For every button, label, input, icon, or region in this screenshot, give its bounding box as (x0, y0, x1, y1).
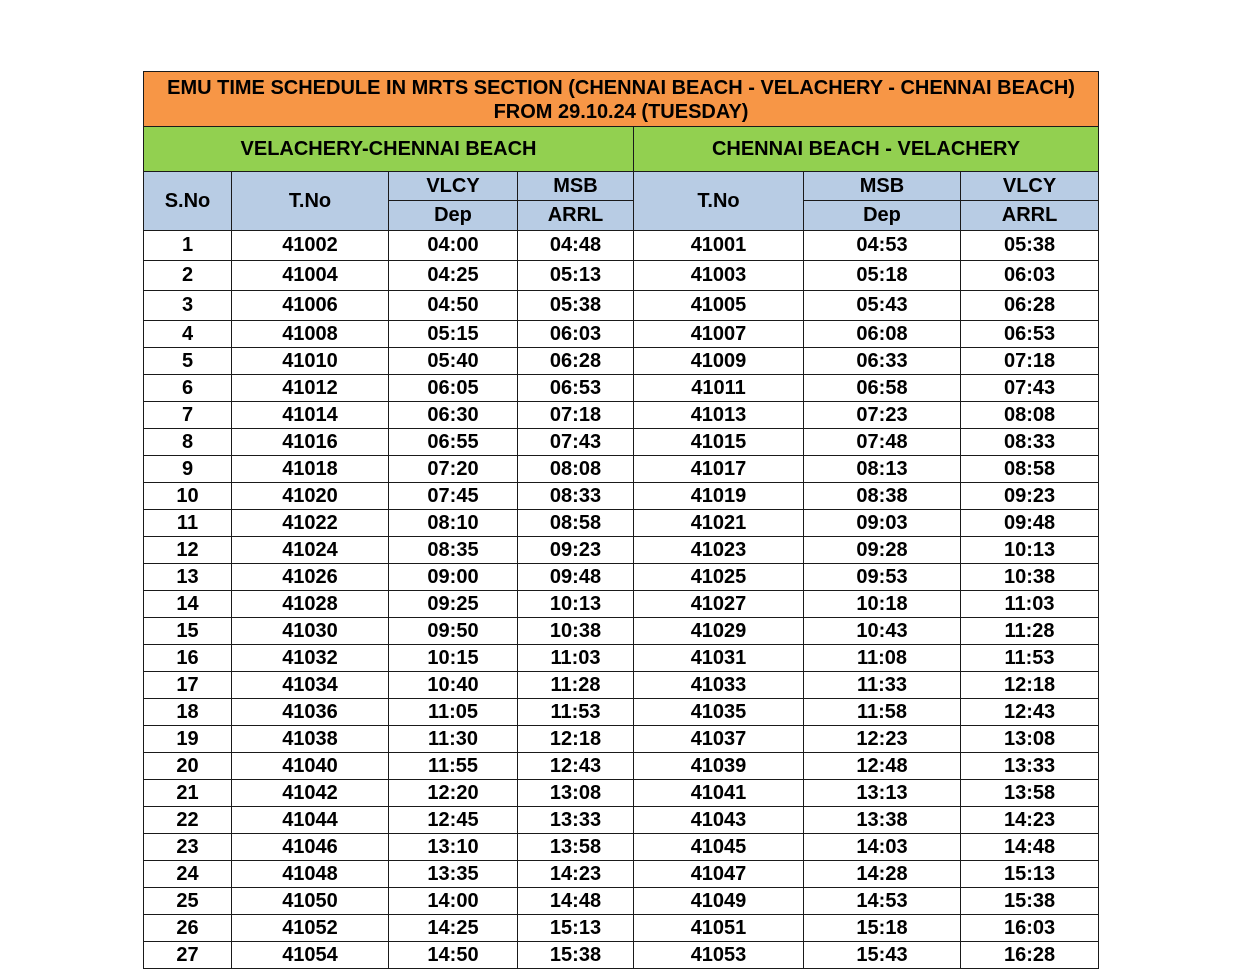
cell-train-no-left: 41046 (232, 834, 389, 861)
cell-train-no-left: 41020 (232, 483, 389, 510)
cell-sno: 17 (144, 672, 232, 699)
cell-train-no-left: 41034 (232, 672, 389, 699)
cell-train-no-left: 41002 (232, 231, 389, 261)
table-row (144, 726, 1099, 753)
cell-train-no-left: 41028 (232, 591, 389, 618)
cell-train-no-right: 41035 (634, 699, 804, 726)
cell-vlcy-arrl: 14:23 (961, 807, 1099, 834)
cell-msb-dep: 04:53 (804, 231, 961, 261)
cell-vlcy-arrl: 15:13 (961, 861, 1099, 888)
cell-train-no-right: 41049 (634, 888, 804, 915)
cell-msb-dep: 14:53 (804, 888, 961, 915)
cell-vlcy-dep: 05:15 (389, 321, 518, 348)
cell-sno: 9 (144, 456, 232, 483)
table-row (144, 753, 1099, 780)
title-row (144, 72, 1099, 127)
cell-vlcy-arrl: 16:03 (961, 915, 1099, 942)
cell-vlcy-arrl: 05:38 (961, 231, 1099, 261)
header-row-top (144, 172, 1099, 201)
cell-msb-arrl: 13:33 (518, 807, 634, 834)
table-row (144, 261, 1099, 291)
cell-train-no-right: 41039 (634, 753, 804, 780)
cell-msb-dep: 09:53 (804, 564, 961, 591)
cell-vlcy-dep: 14:00 (389, 888, 518, 915)
direction-row (144, 127, 1099, 172)
cell-train-no-left: 41040 (232, 753, 389, 780)
cell-sno: 8 (144, 429, 232, 456)
cell-vlcy-arrl: 08:58 (961, 456, 1099, 483)
table-row (144, 618, 1099, 645)
cell-msb-arrl: 09:48 (518, 564, 634, 591)
cell-sno: 16 (144, 645, 232, 672)
cell-msb-arrl: 06:28 (518, 348, 634, 375)
cell-msb-dep: 15:43 (804, 942, 961, 969)
cell-train-no-right: 41001 (634, 231, 804, 261)
table-row (144, 780, 1099, 807)
cell-vlcy-dep: 13:35 (389, 861, 518, 888)
cell-msb-arrl: 13:08 (518, 780, 634, 807)
cell-train-no-right: 41009 (634, 348, 804, 375)
cell-sno: 19 (144, 726, 232, 753)
cell-msb-arrl: 05:13 (518, 261, 634, 291)
cell-train-no-left: 41016 (232, 429, 389, 456)
cell-msb-dep: 11:08 (804, 645, 961, 672)
table-row (144, 321, 1099, 348)
cell-msb-arrl: 09:23 (518, 537, 634, 564)
cell-train-no-right: 41003 (634, 261, 804, 291)
cell-vlcy-dep: 04:50 (389, 291, 518, 321)
cell-msb-arrl: 05:38 (518, 291, 634, 321)
cell-msb-dep: 10:18 (804, 591, 961, 618)
cell-train-no-right: 41013 (634, 402, 804, 429)
cell-sno: 2 (144, 261, 232, 291)
cell-vlcy-dep: 04:25 (389, 261, 518, 291)
cell-msb-arrl: 08:58 (518, 510, 634, 537)
table-row (144, 672, 1099, 699)
cell-train-no-right: 41037 (634, 726, 804, 753)
cell-train-no-right: 41053 (634, 942, 804, 969)
cell-sno: 7 (144, 402, 232, 429)
header-dep-left: Dep (389, 201, 518, 231)
table-row (144, 834, 1099, 861)
header-tno-right: T.No (634, 172, 804, 231)
cell-msb-dep: 07:48 (804, 429, 961, 456)
cell-msb-arrl: 14:48 (518, 888, 634, 915)
cell-msb-dep: 06:33 (804, 348, 961, 375)
cell-train-no-left: 41048 (232, 861, 389, 888)
cell-sno: 20 (144, 753, 232, 780)
cell-vlcy-dep: 09:50 (389, 618, 518, 645)
cell-vlcy-arrl: 12:18 (961, 672, 1099, 699)
cell-vlcy-arrl: 13:58 (961, 780, 1099, 807)
table-row (144, 861, 1099, 888)
cell-vlcy-arrl: 06:53 (961, 321, 1099, 348)
cell-sno: 22 (144, 807, 232, 834)
cell-train-no-right: 41015 (634, 429, 804, 456)
cell-msb-dep: 08:13 (804, 456, 961, 483)
cell-train-no-left: 41012 (232, 375, 389, 402)
cell-vlcy-arrl: 14:48 (961, 834, 1099, 861)
table-row (144, 510, 1099, 537)
cell-vlcy-dep: 09:00 (389, 564, 518, 591)
table-row (144, 456, 1099, 483)
cell-train-no-right: 41033 (634, 672, 804, 699)
cell-vlcy-dep: 05:40 (389, 348, 518, 375)
cell-msb-arrl: 10:13 (518, 591, 634, 618)
cell-train-no-left: 41018 (232, 456, 389, 483)
cell-vlcy-dep: 12:45 (389, 807, 518, 834)
cell-vlcy-dep: 14:50 (389, 942, 518, 969)
cell-msb-dep: 13:13 (804, 780, 961, 807)
table-row (144, 231, 1099, 261)
cell-msb-dep: 12:48 (804, 753, 961, 780)
cell-sno: 13 (144, 564, 232, 591)
header-msb-left: MSB (518, 172, 634, 201)
cell-sno: 14 (144, 591, 232, 618)
direction-left: VELACHERY-CHENNAI BEACH (144, 127, 634, 172)
cell-train-no-right: 41031 (634, 645, 804, 672)
table-row (144, 483, 1099, 510)
cell-sno: 25 (144, 888, 232, 915)
table-row (144, 888, 1099, 915)
table-row (144, 591, 1099, 618)
cell-train-no-left: 41008 (232, 321, 389, 348)
cell-train-no-left: 41006 (232, 291, 389, 321)
table-row (144, 564, 1099, 591)
cell-vlcy-dep: 10:15 (389, 645, 518, 672)
cell-vlcy-dep: 08:35 (389, 537, 518, 564)
table-row (144, 375, 1099, 402)
table-row (144, 699, 1099, 726)
cell-train-no-right: 41051 (634, 915, 804, 942)
table-row (144, 348, 1099, 375)
header-vlcy-right: VLCY (961, 172, 1099, 201)
cell-train-no-right: 41029 (634, 618, 804, 645)
cell-vlcy-arrl: 13:08 (961, 726, 1099, 753)
cell-vlcy-dep: 07:45 (389, 483, 518, 510)
cell-train-no-right: 41023 (634, 537, 804, 564)
cell-vlcy-dep: 14:25 (389, 915, 518, 942)
header-tno-left: T.No (232, 172, 389, 231)
cell-msb-dep: 13:38 (804, 807, 961, 834)
cell-msb-arrl: 07:43 (518, 429, 634, 456)
cell-train-no-right: 41011 (634, 375, 804, 402)
cell-sno: 4 (144, 321, 232, 348)
cell-vlcy-dep: 11:55 (389, 753, 518, 780)
cell-sno: 18 (144, 699, 232, 726)
header-arrl-left: ARRL (518, 201, 634, 231)
cell-msb-arrl: 07:18 (518, 402, 634, 429)
cell-vlcy-arrl: 06:03 (961, 261, 1099, 291)
cell-msb-arrl: 11:53 (518, 699, 634, 726)
cell-msb-dep: 11:33 (804, 672, 961, 699)
cell-msb-arrl: 06:53 (518, 375, 634, 402)
cell-sno: 10 (144, 483, 232, 510)
cell-sno: 23 (144, 834, 232, 861)
schedule-title: EMU TIME SCHEDULE IN MRTS SECTION (CHENNAI BEACH - VELACHERY - CHENNAI BEACH) FROM 29.10.24 (TUESDAY) (144, 72, 1099, 127)
cell-sno: 1 (144, 231, 232, 261)
cell-train-no-left: 41044 (232, 807, 389, 834)
cell-msb-arrl: 12:18 (518, 726, 634, 753)
header-sno: S.No (144, 172, 232, 231)
cell-vlcy-dep: 13:10 (389, 834, 518, 861)
schedule-table (143, 71, 1099, 969)
table-row (144, 942, 1099, 969)
table-row (144, 291, 1099, 321)
cell-sno: 21 (144, 780, 232, 807)
cell-msb-arrl: 12:43 (518, 753, 634, 780)
cell-vlcy-arrl: 09:23 (961, 483, 1099, 510)
cell-msb-dep: 14:03 (804, 834, 961, 861)
cell-train-no-left: 41038 (232, 726, 389, 753)
cell-train-no-left: 41036 (232, 699, 389, 726)
header-arrl-right: ARRL (961, 201, 1099, 231)
cell-train-no-left: 41022 (232, 510, 389, 537)
cell-vlcy-arrl: 15:38 (961, 888, 1099, 915)
cell-vlcy-dep: 11:05 (389, 699, 518, 726)
cell-vlcy-arrl: 11:28 (961, 618, 1099, 645)
cell-sno: 11 (144, 510, 232, 537)
cell-msb-arrl: 14:23 (518, 861, 634, 888)
direction-right: CHENNAI BEACH - VELACHERY (634, 127, 1099, 172)
cell-msb-arrl: 15:38 (518, 942, 634, 969)
cell-msb-dep: 15:18 (804, 915, 961, 942)
cell-msb-dep: 07:23 (804, 402, 961, 429)
cell-sno: 12 (144, 537, 232, 564)
table-row (144, 429, 1099, 456)
cell-msb-arrl: 04:48 (518, 231, 634, 261)
cell-vlcy-dep: 06:30 (389, 402, 518, 429)
cell-msb-arrl: 15:13 (518, 915, 634, 942)
cell-vlcy-arrl: 09:48 (961, 510, 1099, 537)
cell-vlcy-arrl: 08:08 (961, 402, 1099, 429)
cell-vlcy-arrl: 08:33 (961, 429, 1099, 456)
cell-sno: 26 (144, 915, 232, 942)
cell-train-no-right: 41025 (634, 564, 804, 591)
cell-msb-arrl: 13:58 (518, 834, 634, 861)
header-dep-right: Dep (804, 201, 961, 231)
cell-train-no-left: 41030 (232, 618, 389, 645)
cell-msb-arrl: 08:33 (518, 483, 634, 510)
table-row (144, 402, 1099, 429)
cell-train-no-left: 41042 (232, 780, 389, 807)
cell-vlcy-dep: 06:55 (389, 429, 518, 456)
cell-train-no-left: 41024 (232, 537, 389, 564)
cell-sno: 6 (144, 375, 232, 402)
cell-msb-arrl: 06:03 (518, 321, 634, 348)
cell-vlcy-arrl: 12:43 (961, 699, 1099, 726)
cell-vlcy-dep: 09:25 (389, 591, 518, 618)
cell-train-no-left: 41004 (232, 261, 389, 291)
cell-train-no-right: 41017 (634, 456, 804, 483)
cell-sno: 27 (144, 942, 232, 969)
cell-train-no-right: 41047 (634, 861, 804, 888)
cell-vlcy-arrl: 16:28 (961, 942, 1099, 969)
cell-sno: 5 (144, 348, 232, 375)
cell-msb-dep: 05:18 (804, 261, 961, 291)
cell-train-no-left: 41054 (232, 942, 389, 969)
cell-sno: 24 (144, 861, 232, 888)
cell-vlcy-dep: 04:00 (389, 231, 518, 261)
cell-msb-dep: 09:28 (804, 537, 961, 564)
table-row (144, 537, 1099, 564)
cell-train-no-right: 41007 (634, 321, 804, 348)
cell-vlcy-dep: 11:30 (389, 726, 518, 753)
cell-vlcy-dep: 10:40 (389, 672, 518, 699)
cell-vlcy-arrl: 07:43 (961, 375, 1099, 402)
cell-vlcy-dep: 07:20 (389, 456, 518, 483)
cell-msb-dep: 10:43 (804, 618, 961, 645)
cell-vlcy-arrl: 07:18 (961, 348, 1099, 375)
cell-sno: 15 (144, 618, 232, 645)
cell-sno: 3 (144, 291, 232, 321)
cell-msb-dep: 05:43 (804, 291, 961, 321)
cell-train-no-right: 41043 (634, 807, 804, 834)
cell-train-no-left: 41026 (232, 564, 389, 591)
header-msb-right: MSB (804, 172, 961, 201)
cell-msb-dep: 11:58 (804, 699, 961, 726)
cell-train-no-right: 41021 (634, 510, 804, 537)
cell-vlcy-arrl: 13:33 (961, 753, 1099, 780)
cell-vlcy-arrl: 06:28 (961, 291, 1099, 321)
cell-train-no-right: 41005 (634, 291, 804, 321)
table-row (144, 807, 1099, 834)
cell-msb-dep: 09:03 (804, 510, 961, 537)
cell-vlcy-arrl: 10:38 (961, 564, 1099, 591)
cell-vlcy-dep: 06:05 (389, 375, 518, 402)
cell-vlcy-arrl: 10:13 (961, 537, 1099, 564)
cell-msb-dep: 06:08 (804, 321, 961, 348)
cell-msb-arrl: 08:08 (518, 456, 634, 483)
table-row (144, 915, 1099, 942)
cell-msb-arrl: 11:03 (518, 645, 634, 672)
cell-train-no-right: 41045 (634, 834, 804, 861)
cell-msb-dep: 14:28 (804, 861, 961, 888)
cell-train-no-left: 41032 (232, 645, 389, 672)
cell-train-no-right: 41041 (634, 780, 804, 807)
cell-train-no-left: 41052 (232, 915, 389, 942)
cell-vlcy-dep: 12:20 (389, 780, 518, 807)
cell-train-no-left: 41014 (232, 402, 389, 429)
cell-vlcy-arrl: 11:53 (961, 645, 1099, 672)
cell-train-no-right: 41027 (634, 591, 804, 618)
cell-msb-dep: 12:23 (804, 726, 961, 753)
cell-msb-arrl: 10:38 (518, 618, 634, 645)
cell-msb-dep: 08:38 (804, 483, 961, 510)
cell-train-no-left: 41010 (232, 348, 389, 375)
cell-vlcy-arrl: 11:03 (961, 591, 1099, 618)
header-vlcy-left: VLCY (389, 172, 518, 201)
cell-vlcy-dep: 08:10 (389, 510, 518, 537)
cell-msb-dep: 06:58 (804, 375, 961, 402)
cell-train-no-left: 41050 (232, 888, 389, 915)
cell-msb-arrl: 11:28 (518, 672, 634, 699)
table-row (144, 645, 1099, 672)
cell-train-no-right: 41019 (634, 483, 804, 510)
